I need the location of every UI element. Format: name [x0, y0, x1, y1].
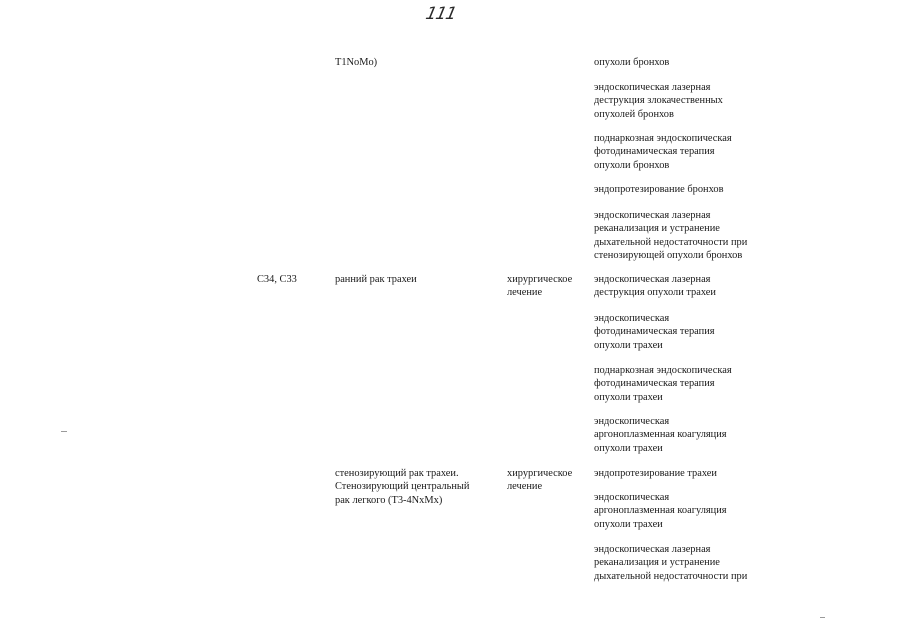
section-0-model: T1NoMo) [335, 57, 378, 68]
section-0-method-0: опухоли бронхов [594, 57, 670, 68]
section-1-method-1: эндоскопическая фотодинамическая терапия опухоли трахеи [594, 313, 715, 351]
section-1-method-3: эндоскопическая аргоноплазменная коагуляция опухоли трахеи [594, 416, 727, 454]
page-number: 111 [423, 4, 458, 24]
section-0-method-2: поднаркозная эндоскопическая фотодинамическая терапия опухоли бронхов [594, 133, 732, 171]
section-1-method-2: поднаркозная эндоскопическая фотодинамическая терапия опухоли трахеи [594, 365, 732, 403]
section-0-method-3: эндопротезирование бронхов [594, 184, 724, 195]
section-1-method-0: эндоскопическая лазерная деструкция опухоли трахеи [594, 274, 716, 299]
section-2-treatment: хирургическое лечение [507, 468, 573, 493]
scan-mark [61, 431, 67, 432]
section-2-method-1: эндоскопическая аргоноплазменная коагуляция опухоли трахеи [594, 492, 727, 530]
section-1-treatment: хирургическое лечение [507, 274, 573, 299]
section-2-method-2: эндоскопическая лазерная реканализация и устранение дыхательной недостаточности при [594, 544, 748, 582]
section-0-method-4: эндоскопическая лазерная реканализация и устранение дыхательной недостаточности при стенозирующей опухоли бронхов [594, 210, 748, 262]
scan-mark [820, 617, 825, 618]
section-1-code: C34, C33 [257, 274, 297, 285]
section-2-model: стенозирующий рак трахеи. Стенозирующий центральный рак легкого (T3-4NxMx) [335, 468, 470, 506]
section-1-model: ранний рак трахеи [335, 274, 417, 285]
section-2-method-0: эндопротезирование трахеи [594, 468, 717, 479]
section-0-method-1: эндоскопическая лазерная деструкция злокачественных опухолей бронхов [594, 82, 723, 120]
